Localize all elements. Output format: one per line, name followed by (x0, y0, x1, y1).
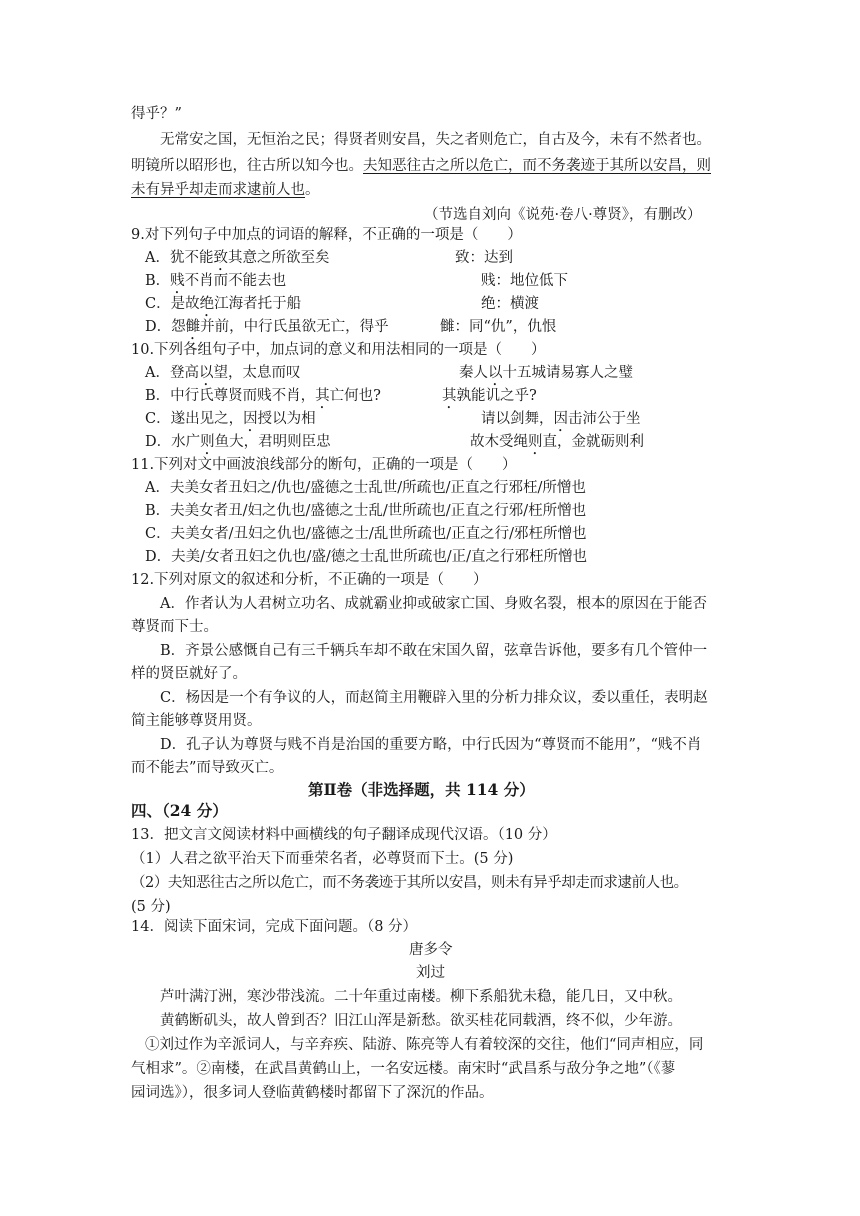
passage-line (131, 180, 320, 200)
poem-note: 气相求”。②南楼，在武昌黄鹤山上，一名安远楼。南宋时“武昌系与敌分争之地”（《蓼 (131, 1061, 676, 1077)
q12-option-b-cont: 样的贤臣就好了。 (131, 666, 247, 682)
q11-option-b: B．夫美女者丑/妇之仇也/盛德之士乱/世所疏也/正直之行邪/枉所憎也 (145, 503, 587, 519)
dotted-word: 以 (198, 365, 214, 381)
q12-option-c-cont: 简主能够尊贤用贤。 (131, 713, 262, 729)
q11-option-d: D．夫美/女者丑妇之仇也/盛/德之士乱世所疏也/正/直之行邪枉所憎也 (145, 549, 588, 565)
q13-sentence-2-points: (5 分) (131, 899, 171, 915)
poem-author: 刘过 (416, 965, 445, 981)
q9-option-a: A．犹不能致其意之所欲至矣 (145, 250, 330, 266)
q10-option-c-left: C．遂出见之，因授以为相 (145, 411, 316, 427)
q9-gloss-b: 贱：地位低下 (481, 273, 568, 289)
q9-gloss-c: 绝：横渡 (481, 296, 539, 312)
q10-option-a-left: A．登高以望，太息而叹 (145, 365, 301, 381)
q9-option-d: D．怨雠并前，中行氏虽欲无亡，得乎 (145, 319, 389, 335)
dotted-word: 因 (243, 411, 258, 427)
q10-option-c-right: 请以剑舞，因击沛公于坐 (481, 411, 641, 427)
dotted-word: 其 (442, 388, 457, 404)
dotted-word: 贱 (170, 273, 185, 289)
q11-option-c: C．夫美女者/丑妇之仇也/盛德之士/乱世所疏也/正直之行/邪枉所憎也 (145, 526, 587, 542)
q10-option-d-right: 故木受绳则直，金就砺则利 (470, 434, 644, 450)
dotted-word: 绝 (199, 296, 215, 312)
poem-title: 唐多令 (409, 942, 453, 958)
q10-option-d-left: D．水广则鱼大，君明则臣忠 (145, 434, 331, 450)
dotted-word: 因 (553, 411, 568, 427)
q10-option-b-right: 其孰能讥之乎? (442, 388, 537, 404)
poem-verse: 芦叶满汀洲，寒沙带浅流。二十年重过南楼。柳下系船犹未稳，能几日，又中秋。 (160, 989, 682, 1005)
passage-line (131, 156, 711, 176)
part-two-title: 第Ⅱ卷（非选择题，共 114 分） (308, 780, 535, 799)
dotted-word: 则 (528, 434, 543, 450)
q9-gloss-a: 致：达到 (455, 250, 513, 266)
poem-verse: 黄鹤断矶头，故人曾到否？旧江山浑是新愁。欲买桂花同载酒，终不似，少年游。 (160, 1013, 682, 1029)
poem-note: ①刘过作为辛派词人，与辛弃疾、陆游、陈亮等人有着较深的交往，他们“同声相应，同 (145, 1037, 704, 1053)
question-14-stem: 14．阅读下面宋词，完成下面问题。（8 分） (131, 919, 418, 935)
dotted-word: 雠 (185, 319, 201, 335)
q12-option-b: B．齐景公感慨自己有三千辆兵车却不敢在宋国久留，弦章告诉他，要多有几个管仲一 (160, 643, 708, 659)
q10-option-b-left: B．中行氏尊贤而贱不肖，其亡何也? (145, 388, 381, 404)
q13-sentence-2: （2）夫知恶往古之所以危亡，而不务袭迹于其所以安昌，则未有异乎却走而求逮前人也。 (131, 875, 688, 891)
dotted-word: 致 (213, 250, 228, 266)
question-12-stem: 12.下列对原文的叙述和分析，不正确的一项是（ ） (131, 572, 488, 588)
underlined-sentence: 夫知恶往古之所以危亡，而不务袭迹于其所以安昌，则 (363, 158, 711, 174)
dotted-word: 则 (200, 434, 215, 450)
poem-note: 园词选》），很多词人登临黄鹤楼时都留下了深沉的作品。 (131, 1085, 494, 1101)
q9-option-b: B．贱不肖而不能去也 (145, 273, 287, 289)
underlined-sentence: 未有异乎却走而求逮前人也 (131, 182, 305, 198)
q12-option-c: C．杨因是一个有争议的人，而赵简主用鞭辟入里的分析力排众议，委以重任，表明赵 (160, 690, 708, 706)
q12-option-d: D．孔子认为尊贤与贱不肖是治国的重要方略，中行氏因为“尊贤而不能用”，“贱不肖 (160, 737, 702, 753)
passage-line: 得乎？” (131, 106, 182, 122)
q9-option-c: C．是故绝江海者托于船 (145, 296, 302, 312)
passage-line: 无常安之国，无恒治之民；得贤者则安昌，失之者则危亡，自古及今，未有不然者也。 (160, 132, 711, 148)
q12-option-a: A．作者认为人君树立功名、成就霸业抑或破家亡国、身败名裂，根本的原因在于能否 (160, 596, 707, 612)
passage-text: 。 (305, 182, 320, 198)
q11-option-a: A．夫美女者丑妇之/仇也/盛德之士乱世/所疏也/正直之行邪枉/所憎也 (145, 480, 586, 496)
passage-source: （节选自刘向《说苑·卷八·尊贤》，有删改） (424, 207, 702, 223)
dotted-word: 其 (315, 388, 330, 404)
passage-text: 明镜所以昭形也，往古所以知今也。 (131, 158, 363, 174)
q10-option-a-right: 秦人以十五城请易寡人之璧 (459, 365, 633, 381)
question-13-stem: 13．把文言文阅读材料中画横线的句子翻译成现代汉语。（10 分） (131, 827, 557, 843)
question-9-stem: 9.对下列句子中加点的词语的解释，不正确的一项是（ ） (131, 227, 522, 243)
section-heading: 四、（24 分） (131, 801, 228, 820)
q9-gloss-d: 雠：同“仇”，仇恨 (440, 319, 557, 335)
q12-option-d-cont: 而不能去”而导致灭亡。 (131, 760, 284, 776)
question-10-stem: 10.下列各组句子中，加点词的意义和用法相同的一项是（ ） (131, 342, 546, 358)
q12-option-a-cont: 尊贤而下士。 (131, 619, 218, 635)
q13-sentence-1: （1）人君之欲平治天下而垂荣名者，必尊贤而下士。(5 分) (131, 851, 514, 867)
question-11-stem: 11.下列对文中画波浪线部分的断句，正确的一项是（ ） (131, 457, 517, 473)
dotted-word: 以 (488, 365, 503, 381)
